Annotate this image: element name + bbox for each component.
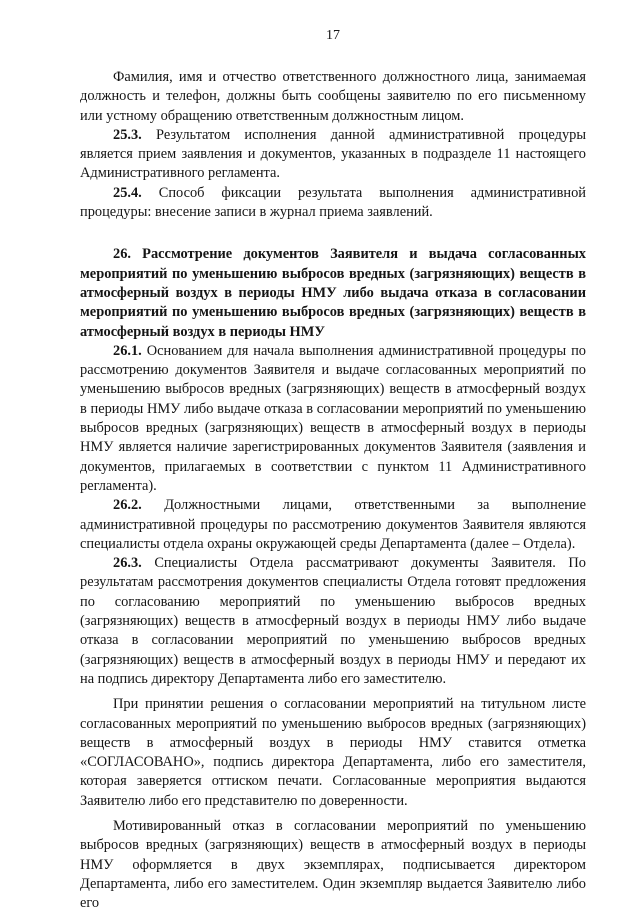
paragraph-text: Результатом исполнения данной административной процедуры является прием заявления и документов, указанных в подразделе 11 настоящего Административного регламента. [80, 126, 587, 182]
paragraph-25-4 [80, 184, 586, 223]
page-number: 17 [326, 28, 340, 43]
paragraph-text: Мотивированный отказ в согласовании мероприятий по уменьшению выбросов вредных (загрязняющих) веществ в атмосферный воздух в периоды НМУ оформляется в двух экземплярах, подписывается директором Департамента, либо его заместителем. Один экземпляр выдается Заявителю либо его [80, 817, 586, 912]
paragraph-26-1 [80, 342, 586, 496]
clause-number: 26.3. [113, 555, 142, 572]
paragraph-approval [80, 695, 586, 811]
paragraph-26-2 [80, 496, 586, 554]
paragraph-text: Способ фиксации результата выполнения административной процедуры: внесение записи в журнал приема заявлений. [80, 184, 586, 221]
paragraph-26-3 [80, 554, 586, 689]
section-26-heading: 26. Рассмотрение документов Заявителя и выдача согласованных мероприятий по уменьшению выбросов вредных (загрязняющих) веществ в атмосферный воздух в периоды НМУ либо выдача отказа в согласовании мероприятий по уменьшению выбросов вредных (загрязняющих) веществ в атмосферный воздух в периоды НМУ [80, 246, 586, 340]
clause-number: 26.2. [113, 497, 142, 514]
paragraph-text: При принятии решения о согласовании мероприятий на титульном листе согласованных мероприятий по уменьшению выбросов вредных (загрязняющих) веществ в атмосферный воздух в периоды НМУ ставится отметка «СОГЛАСОВАНО», подпись директора Департамента, либо его заместителя, которая заверяется оттиском печати. Согласованные мероприятия выдаются Заявителю либо его представителю по доверенности. [80, 696, 586, 809]
paragraph-text: Фамилия, имя и отчество ответственного должностного лица, занимаемая должность и телефон, должны быть сообщены заявителю по его письменному или устному обращению ответственным должностным лицом. [80, 69, 586, 124]
clause-number: 26.1. [113, 342, 142, 359]
clause-number: 25.4. [113, 184, 142, 201]
paragraph-25-3 [80, 126, 586, 184]
paragraph-text: Должностными лицами, ответственными за выполнение административной процедуры по рассмотрению документов Заявителя являются специалисты отдела охраны окружающей среды Департамента (далее – Отдела). [80, 497, 586, 552]
paragraph-text: Специалисты Отдела рассматривают документы Заявителя. По результатам рассмотрения документов специалисты Отдела готовят предложения по согласованию мероприятий по уменьшению выбросов вредных (загрязняющих) веществ в атмосферный воздух в периоды НМУ либо выдаче отказа в согласовании мероприятий по уменьшению выбросов вредных (загрязняющих) веществ в атмосферный воздух в периоды НМУ и передают их на подпись директору Департамента либо его заместителю. [80, 555, 586, 687]
paragraph-refusal [80, 817, 586, 913]
paragraph-text: Основанием для начала выполнения административной процедуры по рассмотрению документов Заявителя и выдаче согласованных мероприятий по уменьшению выбросов вредных (загрязняющих) веществ в атмосферный воздух в периоды НМУ либо выдаче отказа в согласовании мероприятий по уменьшению выбросов вредных (загрязняющих) веществ в атмосферный воздух в периоды НМУ является наличие зарегистрированных документов Заявителя (заявления и документов, прилагаемых в соответствии с пунктом 11 Административного регламента). [80, 342, 586, 494]
paragraph-intro [80, 68, 586, 126]
clause-number: 25.3. [113, 126, 142, 143]
